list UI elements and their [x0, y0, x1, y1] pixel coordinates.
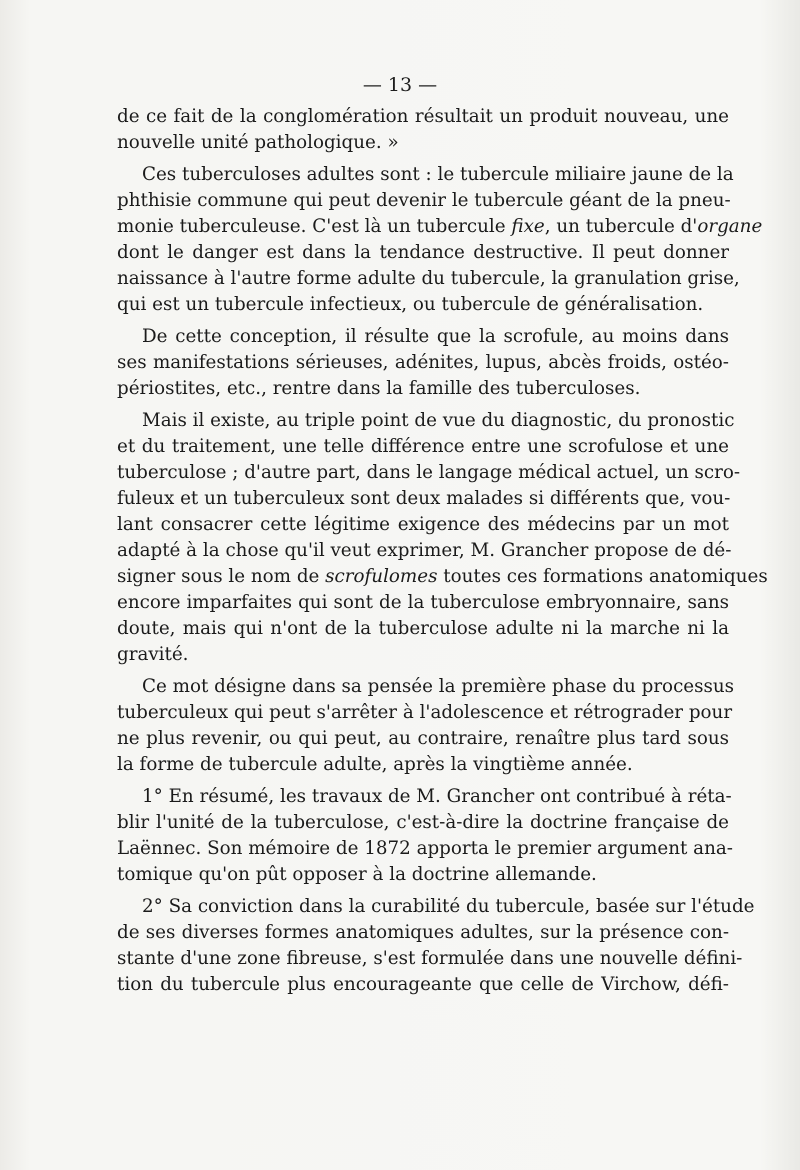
text-line: qui est un tubercule infectieux, ou tubercule de généralisation. — [117, 294, 704, 315]
text-line: nouvelle unité pathologique. » — [117, 132, 399, 153]
text-segment: toutes ces formations anatomiques — [437, 566, 768, 587]
italic-term: fixe — [511, 216, 545, 237]
text-line: lant consacrer cette légitime exigence des médecins par un mot — [117, 514, 729, 535]
text-segment: monie tuberculeuse. C'est là un tubercule — [117, 216, 512, 237]
text-segment: signer sous le nom de — [117, 566, 326, 587]
text-line: dont le danger est dans la tendance destructive. Il peut donner — [117, 242, 729, 263]
text-line: ne plus revenir, ou qui peut, au contraire, renaître plus tard sous — [117, 728, 729, 749]
text-line: fuleux et un tuberculeux sont deux malades si différents que, vou- — [117, 488, 731, 509]
text-line: de ses diverses formes anatomiques adultes, sur la présence con- — [117, 922, 729, 943]
italic-term: scrofulomes — [325, 566, 438, 587]
text-line: encore imparfaites qui sont de la tuberculose embryonnaire, sans — [117, 592, 729, 613]
text-line: De cette conception, il résulte que la scrofule, au moins dans — [142, 326, 729, 347]
text-line: phthisie commune qui peut devenir le tubercule géant de la pneu- — [117, 190, 731, 211]
text-line — [117, 564, 768, 590]
text-line: de ce fait de la conglomération résultait un produit nouveau, une — [117, 106, 729, 127]
text-line: doute, mais qui n'ont de la tuberculose adulte ni la marche ni la — [117, 618, 729, 639]
text-line: stante d'une zone fibreuse, s'est formulée dans une nouvelle défini- — [117, 948, 743, 969]
text-line: adapté à la chose qu'il veut exprimer, M. Grancher propose de dé- — [117, 540, 732, 561]
text-line: 2° Sa conviction dans la curabilité du tubercule, basée sur l'étude — [142, 896, 755, 917]
text-line: tuberculose ; d'autre part, dans le langage médical actuel, un scro- — [117, 462, 741, 483]
text-line: tuberculeux qui peut s'arrêter à l'adolescence et rétrograder pour — [117, 702, 733, 723]
text-line: Laënnec. Son mémoire de 1872 apporta le premier argument ana- — [117, 838, 733, 859]
page-number: — 13 — — [362, 74, 438, 96]
italic-term: organe — [697, 216, 763, 237]
text-line: périostites, etc., rentre dans la famille des tuberculoses. — [117, 378, 641, 399]
text-line: 1° En résumé, les travaux de M. Grancher ont contribué à réta- — [142, 786, 732, 807]
text-line: Ces tuberculoses adultes sont : le tubercule miliaire jaune de la — [142, 164, 734, 185]
body-text — [117, 104, 768, 998]
text-line: la forme de tubercule adulte, après la vingtième année. — [117, 754, 633, 775]
text-line — [117, 214, 763, 240]
text-line: blir l'unité de la tuberculose, c'est-à-dire la doctrine française de — [117, 812, 729, 833]
text-line: tion du tubercule plus encourageante que celle de Virchow, défi- — [117, 974, 729, 995]
text-line: tomique qu'on pût opposer à la doctrine allemande. — [117, 864, 597, 885]
text-line: Mais il existe, au triple point de vue du diagnostic, du pronostic — [142, 410, 735, 431]
text-line: gravité. — [117, 644, 189, 665]
text-line: naissance à l'autre forme adulte du tubercule, la granulation grise, — [117, 268, 740, 289]
text-line: ses manifestations sérieuses, adénites, lupus, abcès froids, ostéo- — [117, 352, 729, 373]
text-line: Ce mot désigne dans sa pensée la première phase du processus — [142, 676, 735, 697]
text-line: et du traitement, une telle différence entre une scrofulose et une — [117, 436, 729, 457]
text-segment: , un tubercule d' — [544, 216, 698, 237]
